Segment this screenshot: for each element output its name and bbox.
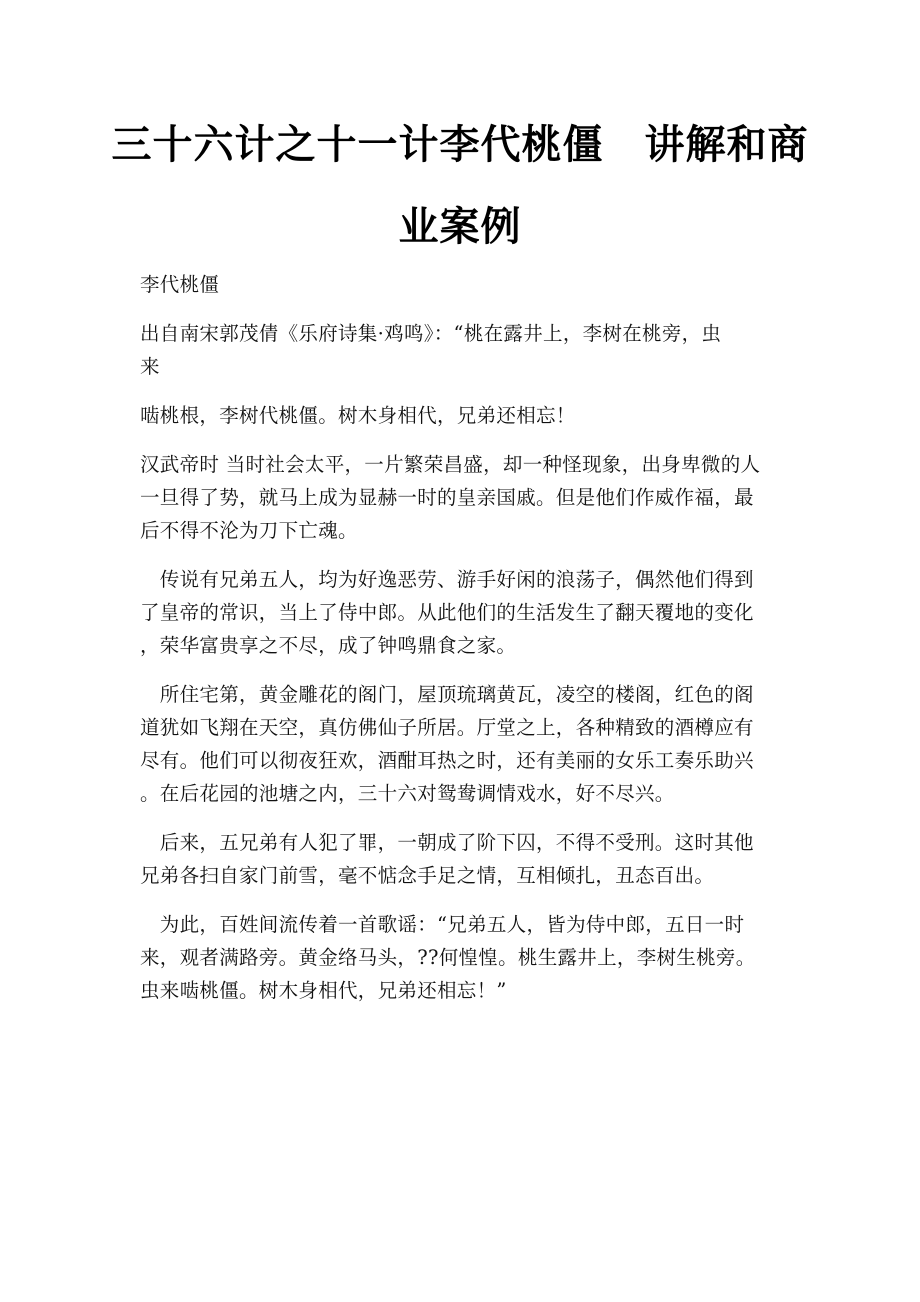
paragraph [140, 317, 785, 383]
text-line: 后来，五兄弟有人犯了罪，一朝成了阶下囚，不得不受刑。这时其他 [140, 831, 754, 854]
text-line: 一旦得了势，就马上成为显赫一时的皇亲国戚。但是他们作威作福，最 [140, 486, 754, 509]
paragraph [140, 268, 785, 301]
text-line: 了皇帝的常识，当上了侍中郎。从此他们的生活发生了翻天覆地的变化 [140, 601, 754, 624]
text-line: 所住宅第，黄金雕花的阁门，屋顶琉璃黄瓦，凌空的楼阁，红色的阁 [140, 683, 754, 706]
text-line: 啮桃根，李树代桃僵。树木身相代，兄弟还相忘！ [140, 404, 576, 427]
title-line: 三十六计之十一计李代桃僵 讲解和商 [111, 121, 809, 168]
text-line: 尽有。他们可以彻夜狂欢，酒酣耳热之时，还有美丽的女乐工奏乐助兴 [140, 749, 754, 772]
text-line: 道犹如飞翔在天空，真仿佛仙子所居。厅堂之上，各种精致的酒樽应有 [140, 716, 754, 739]
paragraph [140, 448, 785, 547]
paragraph [140, 826, 785, 892]
paragraph [140, 908, 785, 1007]
text-line: 传说有兄弟五人，均为好逸恶劳、游手好闲的浪荡子，偶然他们得到 [140, 568, 754, 591]
text-line: 汉武帝时 当时社会太平，一片繁荣昌盛，却一种怪现象，出身卑微的人 [140, 453, 761, 476]
paragraph [140, 563, 785, 662]
document-title [100, 104, 820, 268]
paragraph [140, 678, 785, 810]
text-line: 李代桃僵 [140, 273, 220, 296]
text-line: 来 [140, 355, 160, 378]
document-body [140, 268, 785, 1023]
text-line: 。在后花园的池塘之内，三十六对鸳鸯调情戏水，好不尽兴。 [140, 782, 675, 805]
text-line: 后不得不沦为刀下亡魂。 [140, 519, 358, 542]
text-line: 兄弟各扫自家门前雪，毫不惦念手足之情，互相倾扎，丑态百出。 [140, 864, 715, 887]
title-line: 业案例 [398, 203, 522, 250]
paragraph [140, 399, 785, 432]
text-line: 为此，百姓间流传着一首歌谣：“兄弟五人，皆为侍中郎，五日一时 [140, 913, 745, 936]
text-line: 虫来啮桃僵。树木身相代，兄弟还相忘！” [140, 979, 507, 1002]
text-line: 来，观者满路旁。黄金络马头，??何惶惶。桃生露井上，李树生桃旁。 [140, 946, 756, 969]
text-line: 出自南宋郭茂倩《乐府诗集·鸡鸣》：“桃在露井上，李树在桃旁，虫 [140, 322, 722, 345]
text-line: ，荣华富贵享之不尽，成了钟鸣鼎食之家。 [140, 634, 517, 657]
